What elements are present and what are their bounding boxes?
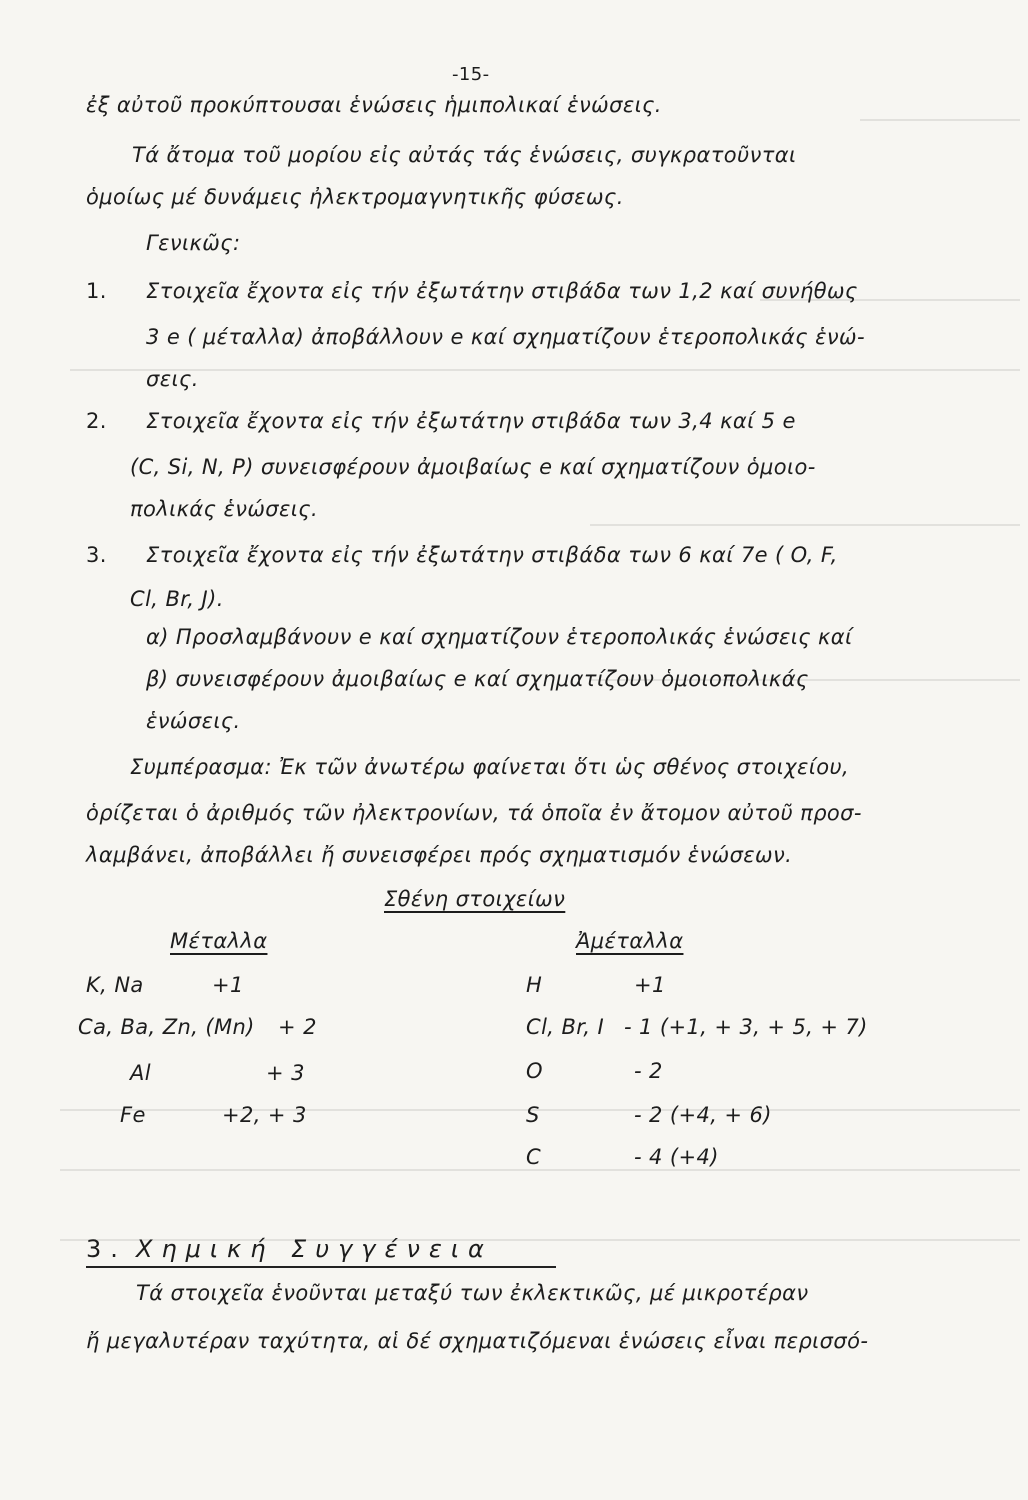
list-item-line: α) Προσλαμβάνουν e καί σχηματίζουν ἑτεροπολικάς ἑνώσεις καί	[146, 625, 853, 649]
list-number: 2.	[86, 409, 107, 433]
metal-element: Al	[130, 1061, 152, 1085]
nonmetal-valence: +1	[634, 973, 666, 997]
text-line: Γενικῶς:	[146, 231, 241, 255]
nonmetal-element: S	[526, 1103, 540, 1127]
nonmetal-valence: - 2	[634, 1059, 663, 1083]
list-item-line: πολικάς ἑνώσεις.	[130, 497, 319, 521]
list-item-line: σεις.	[146, 367, 199, 391]
metal-valence: +2, + 3	[222, 1103, 307, 1127]
section-line: ἤ μεγαλυτέραν ταχύτητα, αἱ δέ σχηματιζόμεναι ἑνώσεις εἶναι περισσό-	[86, 1329, 869, 1353]
conclusion-label: Συμπέρασμα:	[130, 755, 272, 779]
metal-valence: +1	[212, 973, 244, 997]
conclusion-text: Ἐκ τῶν ἀνωτέρω φαίνεται ὅτι ὡς σθένος στοιχείου,	[279, 755, 850, 779]
list-number: 1.	[86, 279, 107, 303]
nonmetal-valence: - 4 (+4)	[634, 1145, 719, 1169]
nonmetal-valence: - 2 (+4, + 6)	[634, 1103, 772, 1127]
metal-element: Ca, Ba, Zn, (Mn)	[78, 1015, 255, 1039]
nonmetal-element: Cl, Br, I	[526, 1015, 605, 1039]
text-line: ἐξ αὐτοῦ προκύπτουσαι ἑνώσεις ἡμιπολικαί ἑνώσεις.	[86, 93, 662, 117]
list-item-line: 3 e ( μέταλλα) ἀποβάλλουν e καί σχηματίζουν ἑτεροπολικάς ἑνώ-	[146, 325, 865, 349]
conclusion-line: λαμβάνει, ἀποβάλλει ἤ συνεισφέρει πρός σχηματισμόν ἑνώσεων.	[86, 843, 793, 867]
conclusion-first-line	[130, 752, 849, 782]
metal-valence: + 2	[278, 1015, 317, 1039]
text-line: Τά ἄτομα τοῦ μορίου εἰς αὐτάς τάς ἑνώσεις, συγκρατοῦνται	[132, 143, 797, 167]
table-title: Σθένη στοιχείων	[384, 887, 566, 911]
list-item-line: (C, Si, N, P) συνεισφέρουν ἀμοιβαίως e καί σχηματίζουν ὁμοιο-	[130, 455, 816, 479]
nonmetal-element: H	[526, 973, 543, 997]
list-item-line: Στοιχεῖα ἔχοντα εἰς τήν ἐξωτάτην στιβάδα των 1,2 καί συνήθως	[146, 279, 858, 303]
list-item-line: ἑνώσεις.	[146, 709, 241, 733]
list-number: 3.	[86, 543, 107, 567]
list-item-line: β) συνεισφέρουν ἀμοιβαίως e καί σχηματίζουν ὁμοιοπολικάς	[146, 667, 809, 691]
metals-header: Μέταλλα	[170, 929, 268, 953]
conclusion-line: ὁρίζεται ὁ ἀριθμός τῶν ἠλεκτρονίων, τά ὁποῖα ἐν ἄτομον αὐτοῦ προσ-	[86, 801, 862, 825]
page-number: -15-	[452, 64, 490, 85]
section-number: 3.	[86, 1235, 127, 1263]
list-item-line: Cl, Br, J).	[130, 587, 224, 611]
list-item-line: Στοιχεῖα ἔχοντα εἰς τήν ἐξωτάτην στιβάδα των 3,4 καί 5 e	[146, 409, 796, 433]
nonmetal-element: C	[526, 1145, 542, 1169]
section-line: Τά στοιχεῖα ἑνοῦνται μεταξύ των ἐκλεκτικῶς, μέ μικροτέραν	[136, 1281, 809, 1305]
text-line: ὁμοίως μέ δυνάμεις ἠλεκτρομαγνητικῆς φύσεως.	[86, 185, 624, 209]
metal-element: K, Na	[86, 973, 144, 997]
nonmetals-header: Ἀμέταλλα	[576, 929, 684, 953]
list-item-line: Στοιχεῖα ἔχοντα εἰς τήν ἐξωτάτην στιβάδα των 6 καί 7e ( O, F,	[146, 543, 838, 567]
metal-valence: + 3	[266, 1061, 305, 1085]
nonmetal-element: O	[526, 1059, 543, 1083]
section-underline	[86, 1266, 556, 1268]
nonmetal-valence: - 1 (+1, + 3, + 5, + 7)	[624, 1015, 868, 1039]
section-title: Χημική Συγγένεια	[136, 1235, 493, 1263]
metal-element: Fe	[120, 1103, 146, 1127]
